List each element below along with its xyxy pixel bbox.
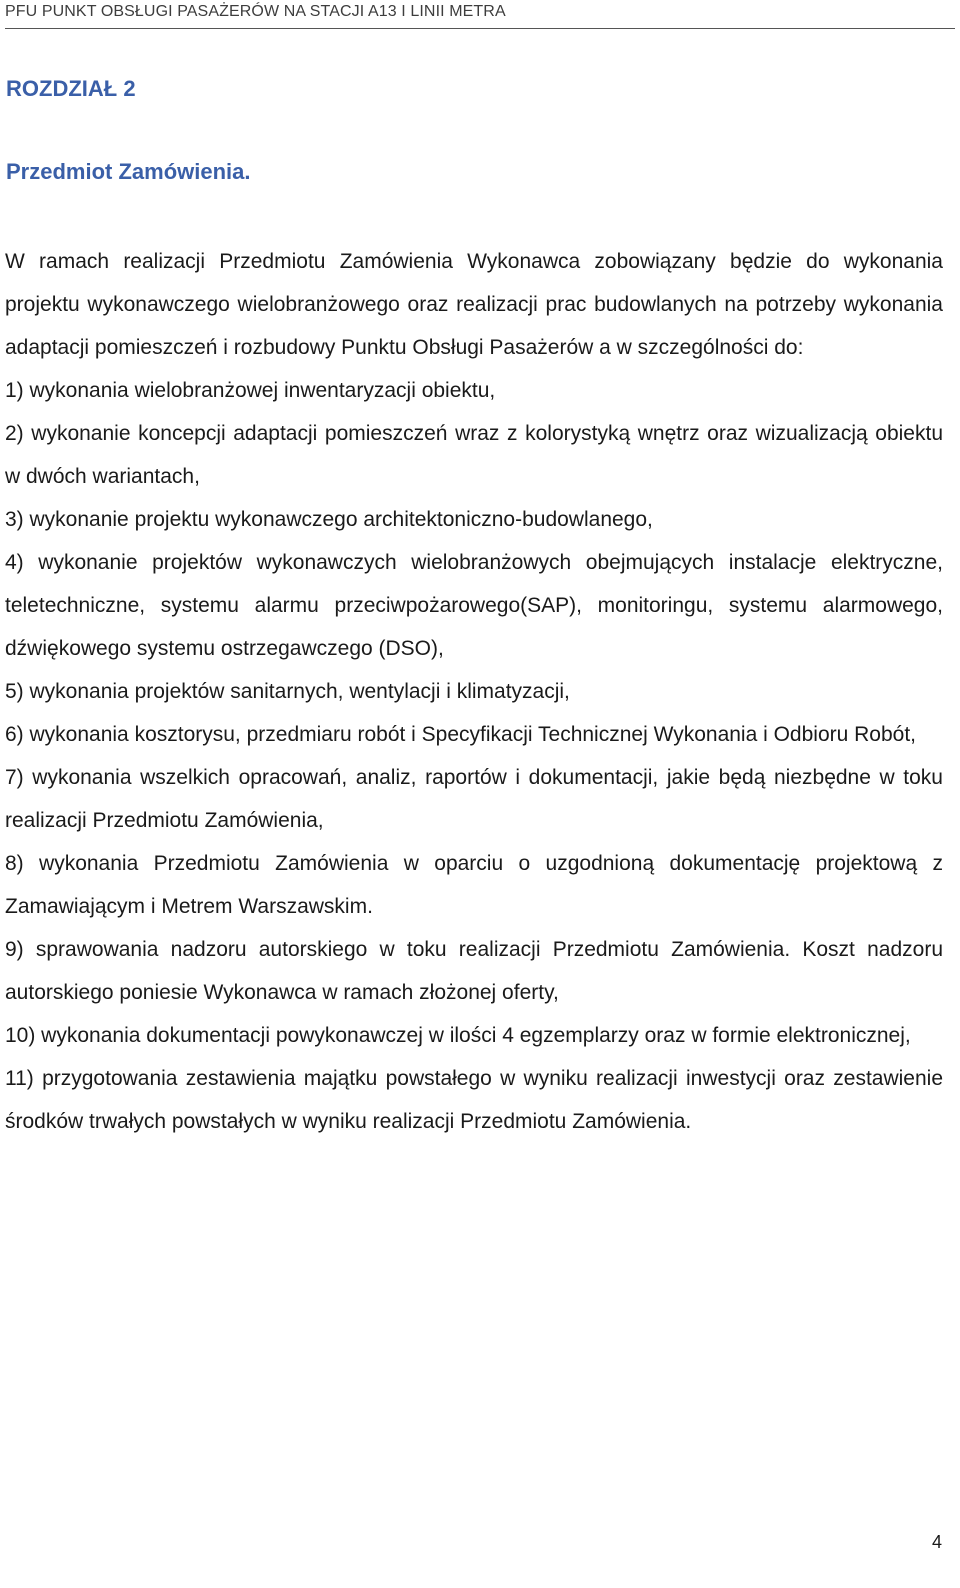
- list-item-7: 7) wykonania wszelkich opracowań, analiz, raportów i dokumentacji, jakie będą niezbędne w toku realizacji Przedmiotu Zamówienia,: [5, 766, 943, 832]
- list-item-10: 10) wykonania dokumentacji powykonawczej w ilości 4 egzemplarzy oraz w formie elektronicznej,: [5, 1024, 911, 1047]
- page-header: [5, 0, 955, 29]
- chapter-title: ROZDZIAŁ 2: [6, 76, 136, 101]
- list-item-4: 4) wykonanie projektów wykonawczych wielobranżowych obejmujących instalacje elektryczne, teletechniczne, systemu alarmu przeciwpożarowego(SAP), monitoringu, systemu alarmowego, dźwiękowego systemu ostrzegawczego (DSO),: [5, 551, 943, 660]
- list-item-8: 8) wykonania Przedmiotu Zamówienia w oparciu o uzgodnioną dokumentację projektową z Zamawiającym i Metrem Warszawskim.: [5, 852, 943, 918]
- page-number: 4: [931, 1532, 942, 1552]
- list-item-9: 9) sprawowania nadzoru autorskiego w toku realizacji Przedmiotu Zamówienia. Koszt nadzoru autorskiego poniesie Wykonawca w ramach złożonej oferty,: [5, 938, 943, 1004]
- list-item-2: 2) wykonanie koncepcji adaptacji pomieszczeń wraz z kolorystyką wnętrz oraz wizualizacją obiektu w dwóch wariantach,: [5, 422, 943, 488]
- list-item-3: 3) wykonanie projektu wykonawczego architektoniczno-budowlanego,: [5, 508, 653, 531]
- list-item-6: 6) wykonania kosztorysu, przedmiaru robót i Specyfikacji Technicznej Wykonania i Odbioru Robót,: [5, 723, 917, 746]
- intro-paragraph: W ramach realizacji Przedmiotu Zamówienia Wykonawca zobowiązany będzie do wykonania projektu wykonawczego wielobranżowego oraz realizacji prac budowlanych na potrzeby wykonania adaptacji pomieszczeń i rozbudowy Punktu Obsługi Pasażerów a w szczególności do:: [5, 250, 943, 359]
- list-item-11: 11) przygotowania zestawienia majątku powstałego w wyniku realizacji inwestycji oraz zestawienie środków trwałych powstałych w wyniku realizacji Przedmiotu Zamówienia.: [5, 1067, 943, 1133]
- document-body: [5, 240, 943, 1143]
- page-header-title: PFU PUNKT OBSŁUGI PASAŻERÓW NA STACJI A13 I LINII METRA: [5, 3, 506, 20]
- list-item-1: 1) wykonania wielobranżowej inwentaryzacji obiektu,: [5, 379, 496, 402]
- section-title: Przedmiot Zamówienia.: [6, 159, 251, 184]
- list-item-5: 5) wykonania projektów sanitarnych, wentylacji i klimatyzacji,: [5, 680, 570, 703]
